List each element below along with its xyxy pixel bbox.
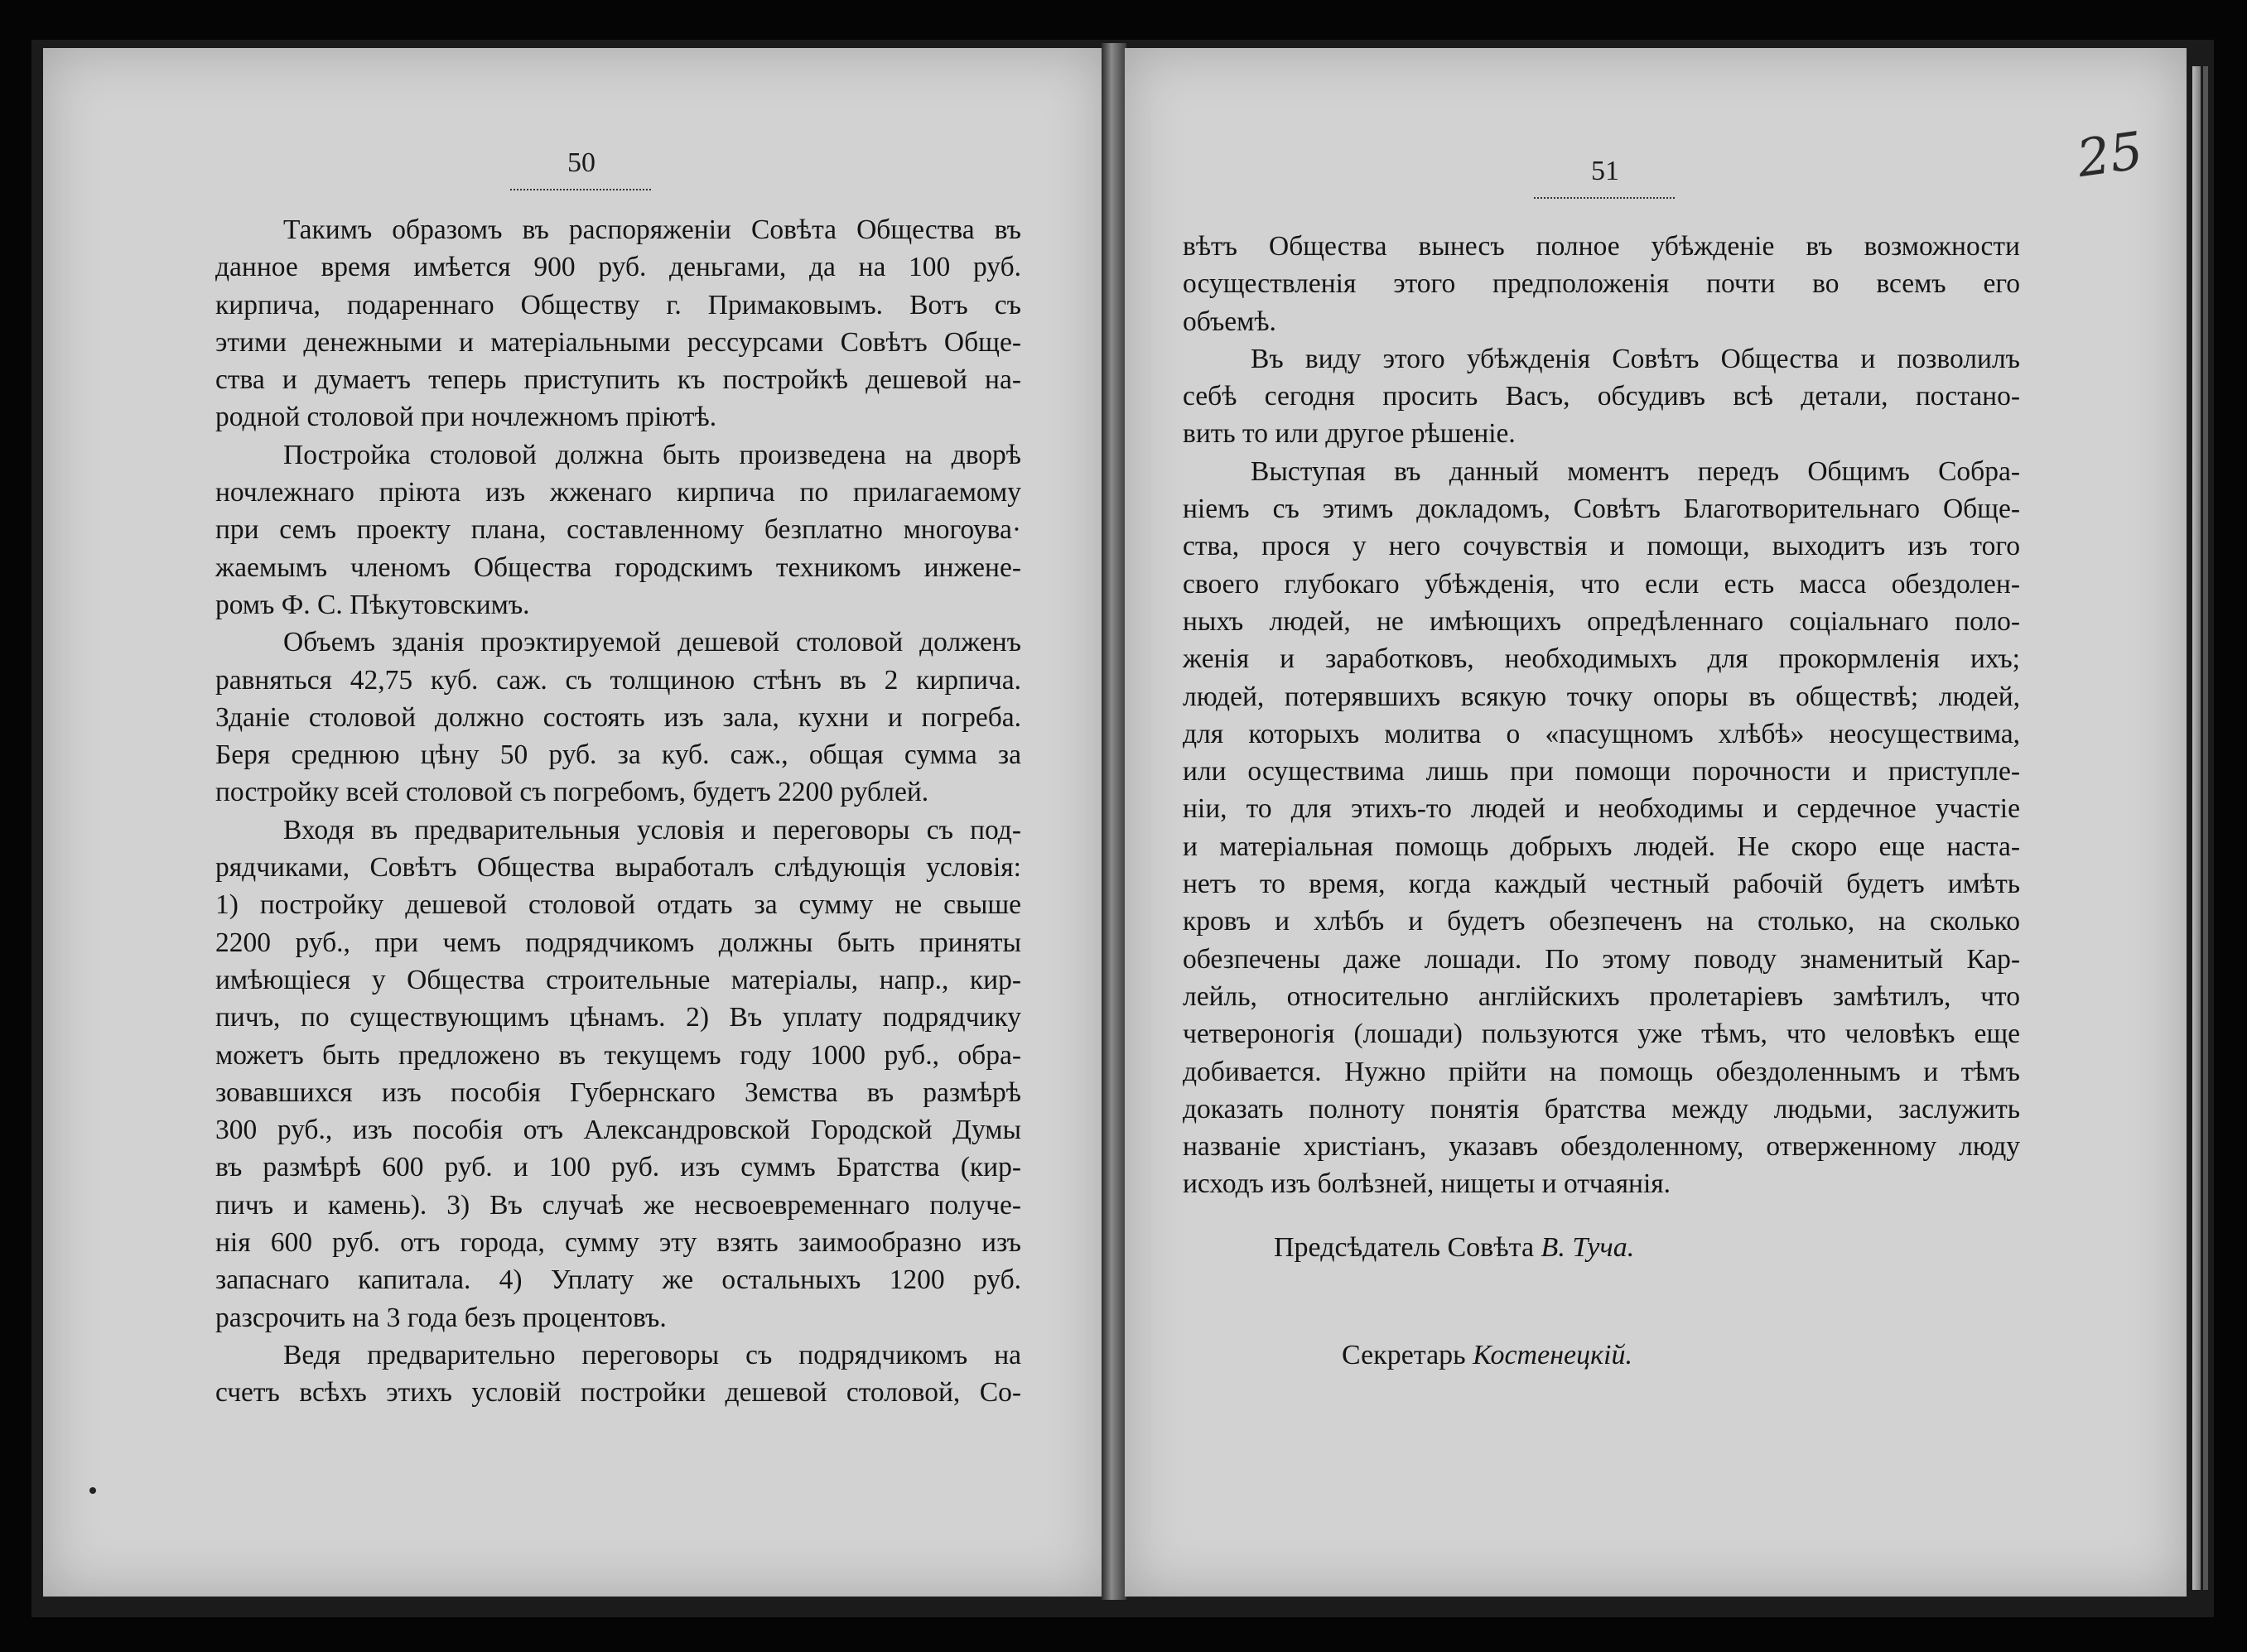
text-line: себѣ сегодня просить Васъ, обсудивъ всѣ детали, постано- bbox=[1183, 381, 2020, 412]
left-page bbox=[43, 48, 1105, 1597]
text-line: Постройка столовой должна быть произведена на дворѣ bbox=[283, 439, 1021, 470]
text-line: своего глубокаго убѣжденія, что если есть масса обездолен- bbox=[1183, 568, 2020, 600]
text-line: женія и заработковъ, необходимыхъ для прокормленія ихъ; bbox=[1183, 643, 2020, 675]
page-edge bbox=[2192, 66, 2201, 1590]
page-number-right: 51 bbox=[1591, 156, 1619, 186]
text-line: при семъ проекту плана, составленному безплатно многоува· bbox=[215, 514, 1021, 546]
text-line: Ведя предварительно переговоры съ подрядчикомъ на bbox=[283, 1339, 1021, 1370]
secretary-signature bbox=[1342, 1340, 1632, 1371]
text-line: зовавшихся изъ пособія Губернскаго Земства въ размѣрѣ bbox=[215, 1076, 1021, 1108]
book-gutter bbox=[1102, 43, 1126, 1600]
text-line: Входя въ предварительныя условія и переговоры съ под- bbox=[283, 814, 1021, 845]
text-line: родной столовой при ночлежномъ пріютѣ. bbox=[215, 402, 717, 433]
text-line: пичъ, по существующимъ цѣнамъ. 2) Въ уплату подрядчику bbox=[215, 1002, 1021, 1033]
chairman-signature bbox=[1274, 1232, 1634, 1264]
right-page-text bbox=[1183, 228, 2020, 1203]
text-line: Беря среднюю цѣну 50 руб. за куб. саж., общая сумма за bbox=[215, 739, 1021, 771]
text-line: разсрочить на 3 года безъ процентовъ. bbox=[215, 1302, 667, 1333]
text-line: рядчиками, Совѣтъ Общества выработалъ слѣдующія условія: bbox=[215, 852, 1021, 884]
text-line: Зданіе столовой должно состоять изъ зала, кухни и погреба. bbox=[215, 701, 1021, 733]
text-line: данное время имѣется 900 руб. деньгами, да на 100 руб. bbox=[215, 252, 1021, 283]
text-line: исходъ изъ болѣзней, нищеты и отчаянія. bbox=[1183, 1168, 1671, 1200]
page-edge bbox=[2203, 66, 2208, 1590]
text-line: вить то или другое рѣшеніе. bbox=[1183, 418, 1516, 450]
chairman-name: В. Туча. bbox=[1541, 1232, 1635, 1263]
text-line: ства и думаетъ теперь приступить къ постройкѣ дешевой на- bbox=[215, 364, 1021, 396]
text-line: 300 руб., изъ пособія отъ Александровской Городской Думы bbox=[215, 1115, 1021, 1146]
text-line: названіе христіанъ, указавъ обездоленному, отверженному люду bbox=[1183, 1131, 2020, 1163]
text-line: кровъ и хлѣбъ и будетъ обезпеченъ на столько, на сколько bbox=[1183, 906, 2020, 937]
text-line: доказать полноту понятія братства между людьми, заслужить bbox=[1183, 1093, 2020, 1125]
text-line: осуществленія этого предположенія почти во всемъ его bbox=[1183, 268, 2020, 300]
text-line: обезпечены даже лошади. По этому поводу знаменитый Кар- bbox=[1183, 943, 2020, 975]
text-line: этими денежными и матеріальными рессурсами Совѣтъ Обще- bbox=[215, 326, 1021, 358]
text-line: Объемъ зданія проэктируемой дешевой столовой долженъ bbox=[283, 627, 1021, 658]
text-line: четвероногія (лошади) пользуются уже тѣмъ, что человѣкъ еще bbox=[1183, 1019, 2020, 1050]
text-line: людей, потерявшихъ всякую точку опоры въ обществѣ; людей, bbox=[1183, 681, 2020, 712]
text-line: для которыхъ молитва о «пасущномъ хлѣбѣ» неосуществима, bbox=[1183, 718, 2020, 749]
page-number-rule-left bbox=[510, 189, 651, 190]
text-line: и матеріальная помощь добрыхъ людей. Не скоро еще наста- bbox=[1183, 831, 2020, 862]
text-line: или осуществима лишь при помощи порочности и приступле- bbox=[1183, 756, 2020, 787]
text-line: 2200 руб., при чемъ подрядчикомъ должны быть приняты bbox=[215, 927, 1021, 958]
text-line: пичъ и камень). 3) Въ случаѣ же несвоевременнаго получе- bbox=[215, 1189, 1021, 1221]
text-line: имѣющіеся у Общества строительные матеріалы, напр., кир- bbox=[215, 964, 1021, 995]
text-line: объемѣ. bbox=[1183, 306, 1276, 337]
text-line: можетъ быть предложено въ текущемъ году 1000 руб., обра- bbox=[215, 1039, 1021, 1071]
left-page-text bbox=[215, 211, 1021, 1412]
text-line: ночлежнаго пріюта изъ жженаго кирпича по прилагаемому bbox=[215, 477, 1021, 508]
text-line: постройку всей столовой съ погребомъ, будетъ 2200 рублей. bbox=[215, 777, 929, 808]
text-line: лейль, относительно англійскихъ пролетаріевъ замѣтилъ, что bbox=[1183, 980, 2020, 1012]
text-line: ства, прося у него сочувствія и помощи, выходитъ изъ того bbox=[1183, 531, 2020, 562]
page-number-rule-right bbox=[1534, 197, 1675, 199]
secretary-name: Костенецкій. bbox=[1473, 1340, 1632, 1370]
text-line: нетъ то время, когда каждый честный рабочій будетъ имѣть bbox=[1183, 869, 2020, 900]
text-line: въ размѣрѣ 600 руб. и 100 руб. изъ суммъ Братства (кир- bbox=[215, 1152, 1021, 1183]
right-page bbox=[1125, 48, 2187, 1597]
handwritten-folio-number: 25 bbox=[2073, 119, 2147, 190]
text-line: ніи, то для этихъ-то людей и необходимы и сердечное участіе bbox=[1183, 793, 2020, 825]
text-line: 1) постройку дешевой столовой отдать за сумму не свыше bbox=[215, 889, 1021, 921]
page-number-left: 50 bbox=[567, 147, 596, 178]
text-line: добивается. Нужно прійти на помощь обездоленнымъ и тѣмъ bbox=[1183, 1056, 2020, 1087]
secretary-title: Секретарь bbox=[1342, 1340, 1466, 1370]
text-line: ромъ Ф. С. Пѣкутовскимъ. bbox=[215, 589, 530, 620]
text-line: нія 600 руб. отъ города, сумму эту взять заимообразно изъ bbox=[215, 1227, 1021, 1259]
text-line: вѣтъ Общества вынесъ полное убѣжденіе въ возможности bbox=[1183, 231, 2020, 262]
chairman-title: Предсѣдатель Совѣта bbox=[1274, 1232, 1535, 1263]
text-line: жаемымъ членомъ Общества городскимъ техникомъ инжене- bbox=[215, 551, 1021, 583]
text-line: счетъ всѣхъ этихъ условій постройки дешевой столовой, Со- bbox=[215, 1377, 1021, 1409]
page-speck bbox=[89, 1487, 96, 1494]
text-line: Такимъ образомъ въ распоряженіи Совѣта Общества въ bbox=[283, 214, 1021, 245]
text-line: запаснаго капитала. 4) Уплату же остальныхъ 1200 руб. bbox=[215, 1264, 1021, 1296]
text-line: ніемъ съ этимъ докладомъ, Совѣтъ Благотворительнаго Обще- bbox=[1183, 494, 2020, 525]
text-line: ныхъ людей, не имѣющихъ опредѣленнаго соціальнаго поло- bbox=[1183, 605, 2020, 637]
text-line: равняться 42,75 куб. саж. съ толщиною стѣнъ въ 2 кирпича. bbox=[215, 664, 1021, 696]
text-line: Въ виду этого убѣжденія Совѣтъ Общества и позволилъ bbox=[1251, 343, 2020, 374]
text-line: Выступая въ данный моментъ передъ Общимъ Собра- bbox=[1251, 455, 2020, 487]
text-line: кирпича, подареннаго Обществу г. Примаковымъ. Вотъ съ bbox=[215, 289, 1021, 320]
